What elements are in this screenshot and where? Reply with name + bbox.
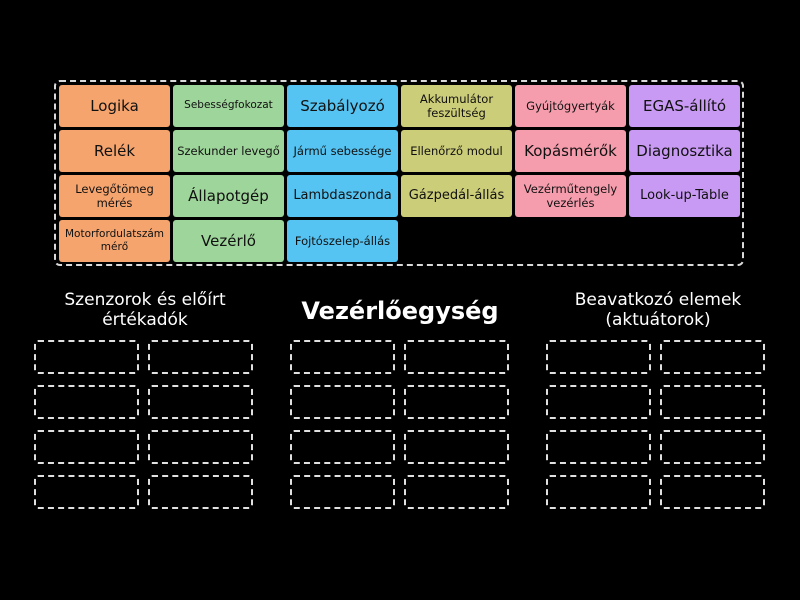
tile-sebessegfokozat[interactable]: Sebességfokozat — [173, 85, 284, 127]
tile-logika[interactable]: Logika — [59, 85, 170, 127]
tile-lambdaszonda[interactable]: Lambdaszonda — [287, 175, 398, 217]
control-unit-drop-slot-4[interactable] — [404, 385, 509, 419]
tile-szabalyozo[interactable]: Szabályozó — [287, 85, 398, 127]
sensors-drop-slot-4[interactable] — [148, 385, 253, 419]
tile-fojtoszelep[interactable]: Fojtószelep-állás — [287, 220, 398, 262]
tile-kopasmerok[interactable]: Kopásmérők — [515, 130, 626, 172]
sensors-drop-slot-3[interactable] — [34, 385, 139, 419]
tile-motorfordulat[interactable]: Motorfordulatszám mérő — [59, 220, 170, 262]
tile-vezermutengely[interactable]: Vezérműtengely vezérlés — [515, 175, 626, 217]
control-unit-drop-slot-8[interactable] — [404, 475, 509, 509]
tile-allapotgep[interactable]: Állapotgép — [173, 175, 284, 217]
control-unit-drop-slot-1[interactable] — [290, 340, 395, 374]
sensors-drop-slot-8[interactable] — [148, 475, 253, 509]
tile-levegotomeg[interactable]: Levegőtömeg mérés — [59, 175, 170, 217]
actuators-drop-slot-8[interactable] — [660, 475, 765, 509]
tile-gazpedal[interactable]: Gázpedál-állás — [401, 175, 512, 217]
control-unit-drop-slot-5[interactable] — [290, 430, 395, 464]
control-unit-drop-slot-6[interactable] — [404, 430, 509, 464]
sensors-drop-slot-1[interactable] — [34, 340, 139, 374]
actuators-drop-slot-4[interactable] — [660, 385, 765, 419]
sensors-drop-slot-5[interactable] — [34, 430, 139, 464]
control-unit-drop-slot-3[interactable] — [290, 385, 395, 419]
sensors-drop-slot-2[interactable] — [148, 340, 253, 374]
tile-akkumulator[interactable]: Akkumulátor feszültség — [401, 85, 512, 127]
control-unit-drop-slot-2[interactable] — [404, 340, 509, 374]
actuators-drop-slot-5[interactable] — [546, 430, 651, 464]
tile-szekunder[interactable]: Szekunder levegő — [173, 130, 284, 172]
actuators-drop-slot-1[interactable] — [546, 340, 651, 374]
category-title-control-unit: Vezérlőegység — [301, 297, 499, 325]
tile-ellenorzo[interactable]: Ellenőrző modul — [401, 130, 512, 172]
actuators-drop-slot-6[interactable] — [660, 430, 765, 464]
category-title-sensors: Szenzorok és előírt értékadók — [64, 290, 226, 331]
tile-egas[interactable]: EGAS-állító — [629, 85, 740, 127]
tile-vezerlo[interactable]: Vezérlő — [173, 220, 284, 262]
actuators-drop-slot-3[interactable] — [546, 385, 651, 419]
tile-diagnosztika[interactable]: Diagnosztika — [629, 130, 740, 172]
tile-lookup[interactable]: Look-up-Table — [629, 175, 740, 217]
actuators-drop-slot-2[interactable] — [660, 340, 765, 374]
tile-gyujtogyertyak[interactable]: Gyújtógyertyák — [515, 85, 626, 127]
sensors-drop-slot-6[interactable] — [148, 430, 253, 464]
actuators-drop-slot-7[interactable] — [546, 475, 651, 509]
tile-relek[interactable]: Relék — [59, 130, 170, 172]
tile-jarmu[interactable]: Jármű sebessége — [287, 130, 398, 172]
sensors-drop-slot-7[interactable] — [34, 475, 139, 509]
control-unit-drop-slot-7[interactable] — [290, 475, 395, 509]
category-title-actuators: Beavatkozó elemek (aktuátorok) — [574, 290, 742, 331]
